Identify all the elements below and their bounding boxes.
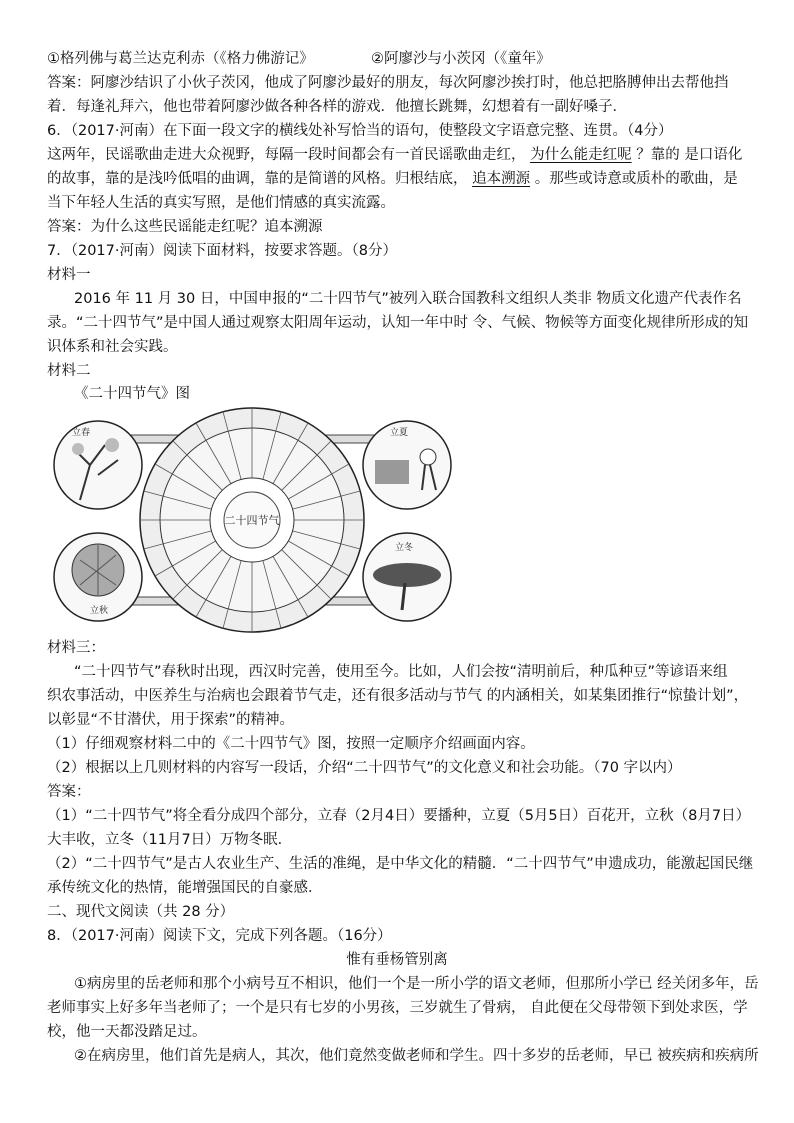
answer-line: （1）“二十四节气”将全看分成四个部分，立春（2月4日）要播种，立夏（5月5日）百花开，立秋（8月7日） bbox=[47, 808, 751, 824]
medallion-winter bbox=[363, 533, 451, 621]
blank-answer-1: 为什么能走红呢 bbox=[530, 147, 632, 163]
answer-line: （2）“二十四节气”是古人农业生产、生活的准绳，是中华文化的精髓．“二十四节气”申遗成功，能激起国民继 bbox=[47, 856, 754, 872]
material-heading: 材料二 bbox=[47, 363, 91, 379]
question-7: 7．（2017·河南）阅读下面材料，按要求答题。（8分） bbox=[47, 243, 397, 259]
passage-line: 当下年轻人生活的真实写照，是他们情感的真实流露。 bbox=[47, 195, 395, 211]
figure-caption: 《二十四节气》图 bbox=[74, 386, 190, 402]
label-lidong: 立冬 bbox=[395, 543, 414, 553]
answer-line: 答案：为什么这些民谣能走红呢？追本溯源 bbox=[47, 219, 323, 235]
material-text: 识体系和社会实践。 bbox=[47, 339, 178, 355]
material-text: 2016 年 11 月 30 日，中国申报的“二十四节气”被列入联合国教科文组织人类非 物质文化遗产代表作名 bbox=[74, 291, 742, 307]
medallion-spring bbox=[54, 421, 142, 509]
material-heading: 材料一 bbox=[47, 267, 91, 283]
answer-line: 承传统文化的热情，能增强国民的自豪感． bbox=[47, 880, 323, 896]
question-line bbox=[47, 48, 757, 70]
answer-line: 答案：阿廖沙结识了小伙子茨冈，他成了阿廖沙最好的朋友，每次阿廖沙挨打时，他总把胳膊伸出去帮他挡 bbox=[47, 75, 729, 91]
label-lichun: 立春 bbox=[72, 428, 91, 438]
solar-terms-wheel bbox=[140, 408, 364, 632]
article-paragraph: 校，他一天都没踏足过。 bbox=[47, 1024, 207, 1040]
blank-answer-2: 追本溯源 bbox=[472, 171, 531, 187]
passage-line: 的故事，靠的是浅吟低唱的曲调，靠的是简谱的风格。归根结底， 追本溯源 。那些或诗意或质朴的歌曲，是 bbox=[47, 171, 738, 187]
article-title: 惟有垂杨管别离 bbox=[346, 952, 448, 968]
article-paragraph: ②在病房里，他们首先是病人，其次，他们竟然变做老师和学生。四十多岁的岳老师，早已 被疾病和疾病所 bbox=[74, 1048, 759, 1064]
label-liqiu: 立秋 bbox=[90, 606, 109, 616]
answer-line: 大丰收，立冬（11月7日）万物冬眠． bbox=[47, 832, 293, 848]
question-6: 6．（2017·河南）在下面一段文字的横线处补写恰当的语句，使整段文字语意完整、连贯。（4分） bbox=[47, 123, 673, 139]
material-text: “二十四节气”春秋时出现，西汉时完善，使用至今。比如，人们会按“清明前后，种瓜种豆”等谚语来组 bbox=[74, 664, 728, 680]
wheel-center-label: 二十四节气 bbox=[224, 514, 280, 527]
option-1: ①格列佛与葛兰达克利赤（《格力佛游记》 bbox=[47, 51, 314, 67]
label-lixia: 立夏 bbox=[390, 428, 409, 438]
option-2: ②阿廖沙与小茨冈（《童年》 bbox=[370, 51, 551, 67]
medallion-summer bbox=[363, 421, 451, 509]
medallion-autumn bbox=[54, 533, 142, 621]
article-paragraph: 老师事实上好多年当老师了；一个是只有七岁的小男孩，三岁就生了骨病， 自此便在父母带领下到处求医，学 bbox=[47, 1000, 748, 1016]
material-text: 以彰显“不甘潜伏，用于探索”的精神。 bbox=[47, 712, 295, 728]
article-paragraph: ①病房里的岳老师和那个小病号互不相识，他们一个是一所小学的语文老师，但那所小学已 经关闭多年，岳 bbox=[74, 976, 759, 992]
answer-line: 着．每逢礼拜六，他也带着阿廖沙做各种各样的游戏．他擅长跳舞，幻想着有一副好嗓子． bbox=[47, 99, 627, 115]
material-heading: 材料三： bbox=[47, 640, 105, 656]
material-text: 织农事活动，中医养生与治病也会跟着节气走，还有很多活动与节气 的内涵相关，如某集团推行“惊蛰计划”， bbox=[47, 688, 749, 704]
sub-question: （1）仔细观察材料二中的《二十四节气》图，按照一定顺序介绍画面内容。 bbox=[47, 736, 535, 752]
solar-terms-figure bbox=[50, 405, 455, 635]
material-text: 录。“二十四节气”是中国人通过观察太阳周年运动，认知一年中时 令、气候、物候等方面变化规律所形成的知 bbox=[47, 315, 749, 331]
question-8: 8．（2017·河南）阅读下文，完成下列各题。（16分） bbox=[47, 928, 392, 944]
section-heading: 二、现代文阅读（共 28 分） bbox=[47, 904, 235, 920]
answer-label: 答案： bbox=[47, 784, 91, 800]
sub-question: （2）根据以上几则材料的内容写一段话，介绍“二十四节气”的文化意义和社会功能。（70 字以内） bbox=[47, 760, 682, 776]
passage-line: 这两年，民谣歌曲走进大众视野，每隔一段时间都会有一首民谣歌曲走红， 为什么能走红呢 ？靠的 是口语化 bbox=[47, 147, 743, 163]
